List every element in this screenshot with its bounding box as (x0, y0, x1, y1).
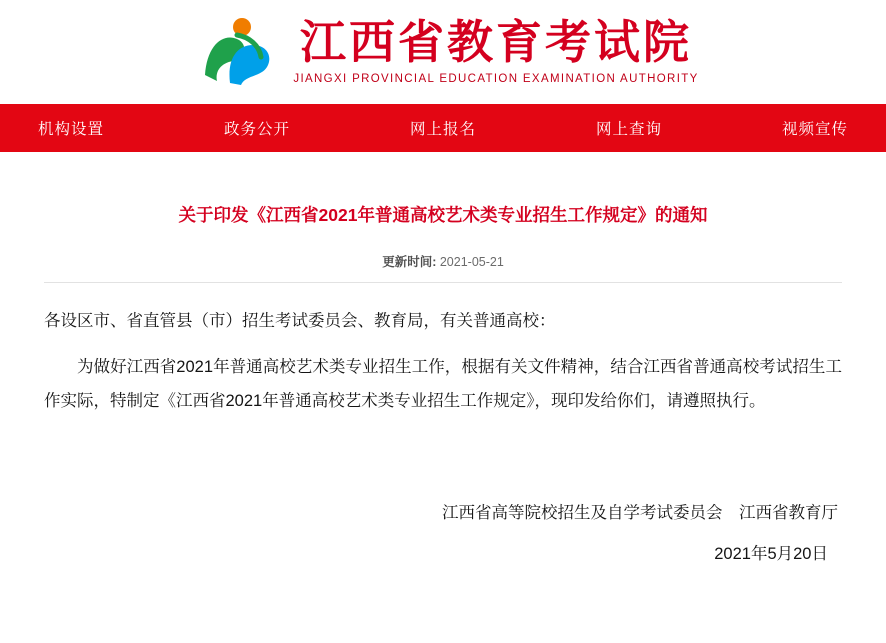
nav-item-video-promotion[interactable]: 视频宣传 (782, 121, 849, 138)
update-time-value: 2021-05-21 (439, 255, 504, 270)
site-title-cn: 江西省教育考试院 (300, 16, 692, 68)
article-signature (44, 497, 842, 571)
nav-item-institutions[interactable]: 机构设置 (38, 121, 105, 138)
nav-item-online-registration[interactable]: 网上报名 (410, 121, 477, 138)
signature-date: 2021年5月20日 (714, 544, 828, 563)
logo-text-block (293, 16, 699, 86)
page-title: 关于印发《江西省2021年普通高校艺术类专业招生工作规定》的通知 (178, 205, 708, 225)
article-paragraph-1: 为做好江西省2021年普通高校艺术类专业招生工作，根据有关文件精神，结合江西省普通高校考试招生工作实际，特制定《江西省2021年普通高校艺术类专业招生工作规定》，现印发给你们，请遵照执行。 (44, 358, 842, 410)
meta-divider (44, 282, 842, 283)
site-logo[interactable] (197, 15, 698, 89)
article-salutation: 各设区市、省直管县（市）招生考试委员会、教育局，有关普通高校： (44, 312, 556, 331)
signature-organizations: 江西省高等院校招生及自学考试委员会 江西省教育厅 (442, 503, 838, 522)
site-title-en: JIANGXI PROVINCIAL EDUCATION EXAMINATION AUTHORITY (293, 73, 699, 86)
main-navigation (0, 104, 886, 152)
nav-item-online-query[interactable]: 网上查询 (596, 121, 663, 138)
nav-item-government-disclosure[interactable]: 政务公开 (224, 121, 291, 138)
article-container (0, 154, 886, 571)
article-meta (44, 252, 842, 270)
site-masthead (0, 0, 886, 104)
jiangxi-education-logo-icon (197, 15, 279, 89)
update-time-label: 更新时间: (382, 255, 437, 270)
